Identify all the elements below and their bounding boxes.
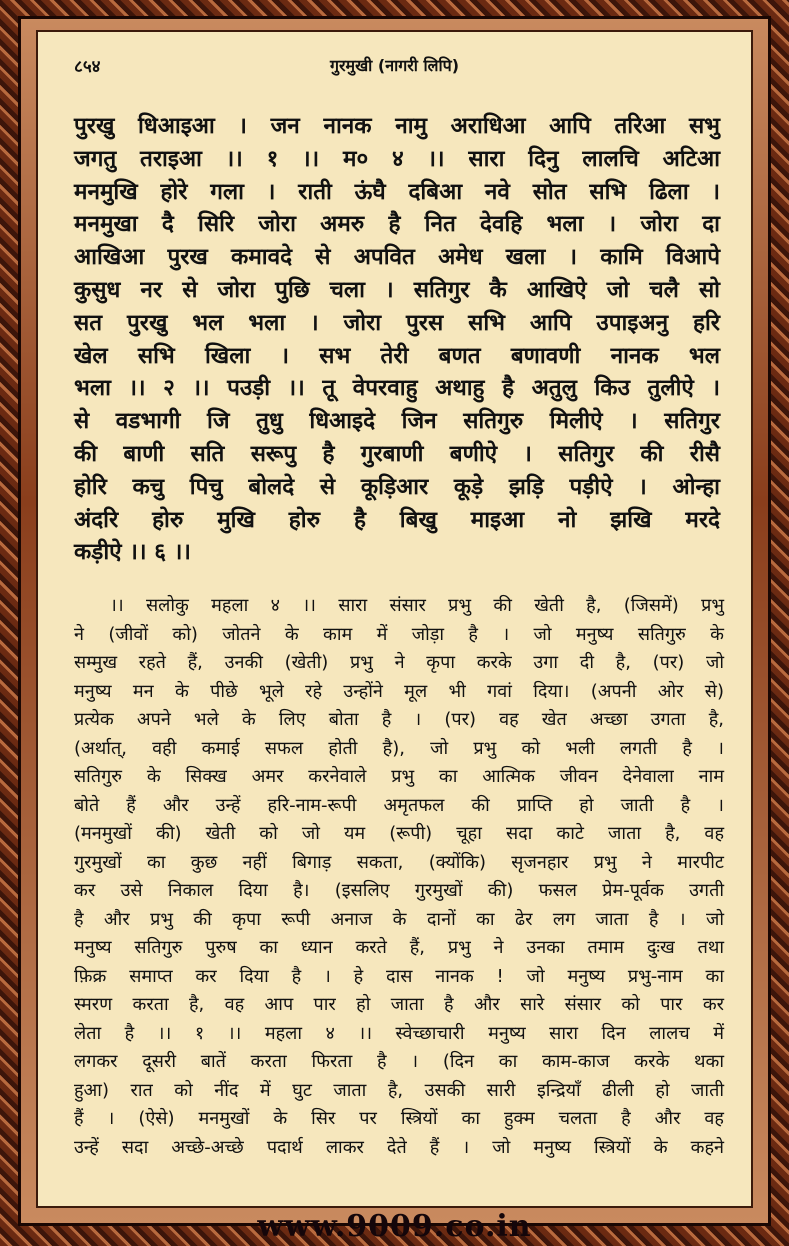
verse-line: से वडभागी जि तुधु धिआइदे जिन सतिगुरु मिलीऐ । सतिगुर [74,408,720,435]
verse-line: जगतु तराइआ ।। १ ।। म० ४ ।। सारा दिनु लालचि अटिआ [74,145,720,172]
translation-line: स्मरण करता है, वह आप पार हो जाता है और सारे संसार को पार कर [74,994,724,1015]
translation-line: (अर्थात्, वही कमाई सफल होती है), जो प्रभु को भली लगती है । [74,737,724,759]
translation-line: (मनमुखों की) खेती को जो यम (रूपी) चूहा सदा काटे जाता है, वह [74,823,724,844]
translation-line: है और प्रभु की कृपा रूपी अनाज के दानों का ढेर लग जाता है । जो [74,908,724,930]
verse-line: मनमुखा दै सिरि जोरा अमरु है नित देवहि भला । जोरा दा [74,211,720,238]
verse-line: मनमुखि होरे गला । राती ऊंघै दबिआ नवे सोत सभि ढिला । [74,178,720,205]
hindi-translation-block [74,592,724,1162]
running-title: गुरमुखी (नागरी लिपि) [329,56,460,75]
verse-line: पुरखु धिआइआ । जन नानक नामु अराधिआ आपि तरिआ सभु [74,113,720,139]
translation-line: गुरमुखों का कुछ नहीं बिगाड़ सकता, (क्योंकि) सृजनहार प्रभु ने मारपीट [74,851,724,873]
translation-line: सतिगुरु के सिक्ख अमर करनेवाले प्रभु का आत्मिक जीवन देनेवाला नाम [74,766,724,787]
translation-line: मनुष्य सतिगुरु पुरुष का ध्यान करते हैं, प्रभु ने उनका तमाम दुःख तथा [74,937,724,958]
translation-line: उन्हें सदा अच्छे-अच्छे पदार्थ लाकर देते हैं । जो मनुष्य स्त्रियों के कहने [74,1136,724,1158]
translation-line: ।। सलोकु महला ४ ।। सारा संसार प्रभु की खेती है, (जिसमें) प्रभु [110,595,724,616]
verse-line: आखिआ पुरख कमावदे से अपवित अमेध खला । कामि विआपे [74,244,720,271]
page-number: ८५४ [74,57,101,77]
translation-line: ने (जीवों को) जोतने के काम में जोड़ा है । जो मनुष्य सतिगुरु के [74,623,724,645]
verse-line: खेल सभि खिला । सभ तेरी बणत बणावणी नानक भल [74,342,720,369]
translation-line: कर उसे निकाल दिया है। (इसलिए गुरमुखों की) फसल प्रेम-पूर्वक उगती [74,880,724,901]
translation-line: प्रत्येक अपने भले के लिए बोता है । (पर) वह खेत अच्छा उगता है, [74,709,724,730]
translation-line: लगकर दूसरी बातें करता फिरता है । (दिन का काम-काज करके थका [74,1051,724,1072]
translation-line: बोते हैं और उन्हें हरि-नाम-रूपी अमृतफल की प्राप्ति हो जाती है । [74,794,724,816]
gurmukhi-verse-block [74,110,720,569]
translation-line: सम्मुख रहते हैं, उनकी (खेती) प्रभु ने कृपा करके उगा दी है, (पर) जो [74,652,724,673]
verse-line: होरि कचु पिचु बोलदे से कूड़िआर कूड़े झड़ि पड़ीऐ । ओन्हा [74,473,720,500]
translation-line: फ़िक्र समाप्त कर दिया है । हे दास नानक ! जो मनुष्य प्रभु-नाम का [74,965,724,987]
page-header [38,54,751,82]
verse-line: कुसुध नर से जोरा पुछि चला । सतिगुर कै आखिऐ जो चलै सो [74,276,720,303]
translation-line: मनुष्य मन के पीछे भूले रहे उन्होंने मूल भी गवां दिया। (अपनी ओर से) [74,680,724,702]
translation-line: हुआ) रात को नींद में घुट जाता है, उसकी सारी इन्द्रियाँ ढीली हो जाती [74,1079,724,1101]
verse-line: भला ।। २ ।। पउड़ी ।। तू वेपरवाहु अथाहु है अतुलु किउ तुलीऐ । [74,375,720,402]
page-sheet [36,30,753,1208]
verse-line: कड़ीऐ ।। ६ ।। [74,539,191,566]
verse-line: अंदरि होरु मुखि होरु है बिखु माइआ नो झखि मरदे [74,506,720,533]
translation-line: हैं । (ऐसे) मनमुखों के सिर पर स्त्रियों का हुक्म चलता है और वह [74,1108,724,1129]
website-link[interactable]: www.9009.co.in [257,1209,532,1244]
translation-line: लेता है ।। १ ।। महला ४ ।। स्वेच्छाचारी मनुष्य सारा दिन लालच में [74,1022,724,1044]
verse-line: की बाणी सति सरूपु है गुरबाणी बणीऐ । सतिगुर की रीसै [74,440,720,467]
verse-line: सत पुरखु भल भला । जोरा पुरस सभि आपि उपाइअनु हरि [74,309,720,336]
